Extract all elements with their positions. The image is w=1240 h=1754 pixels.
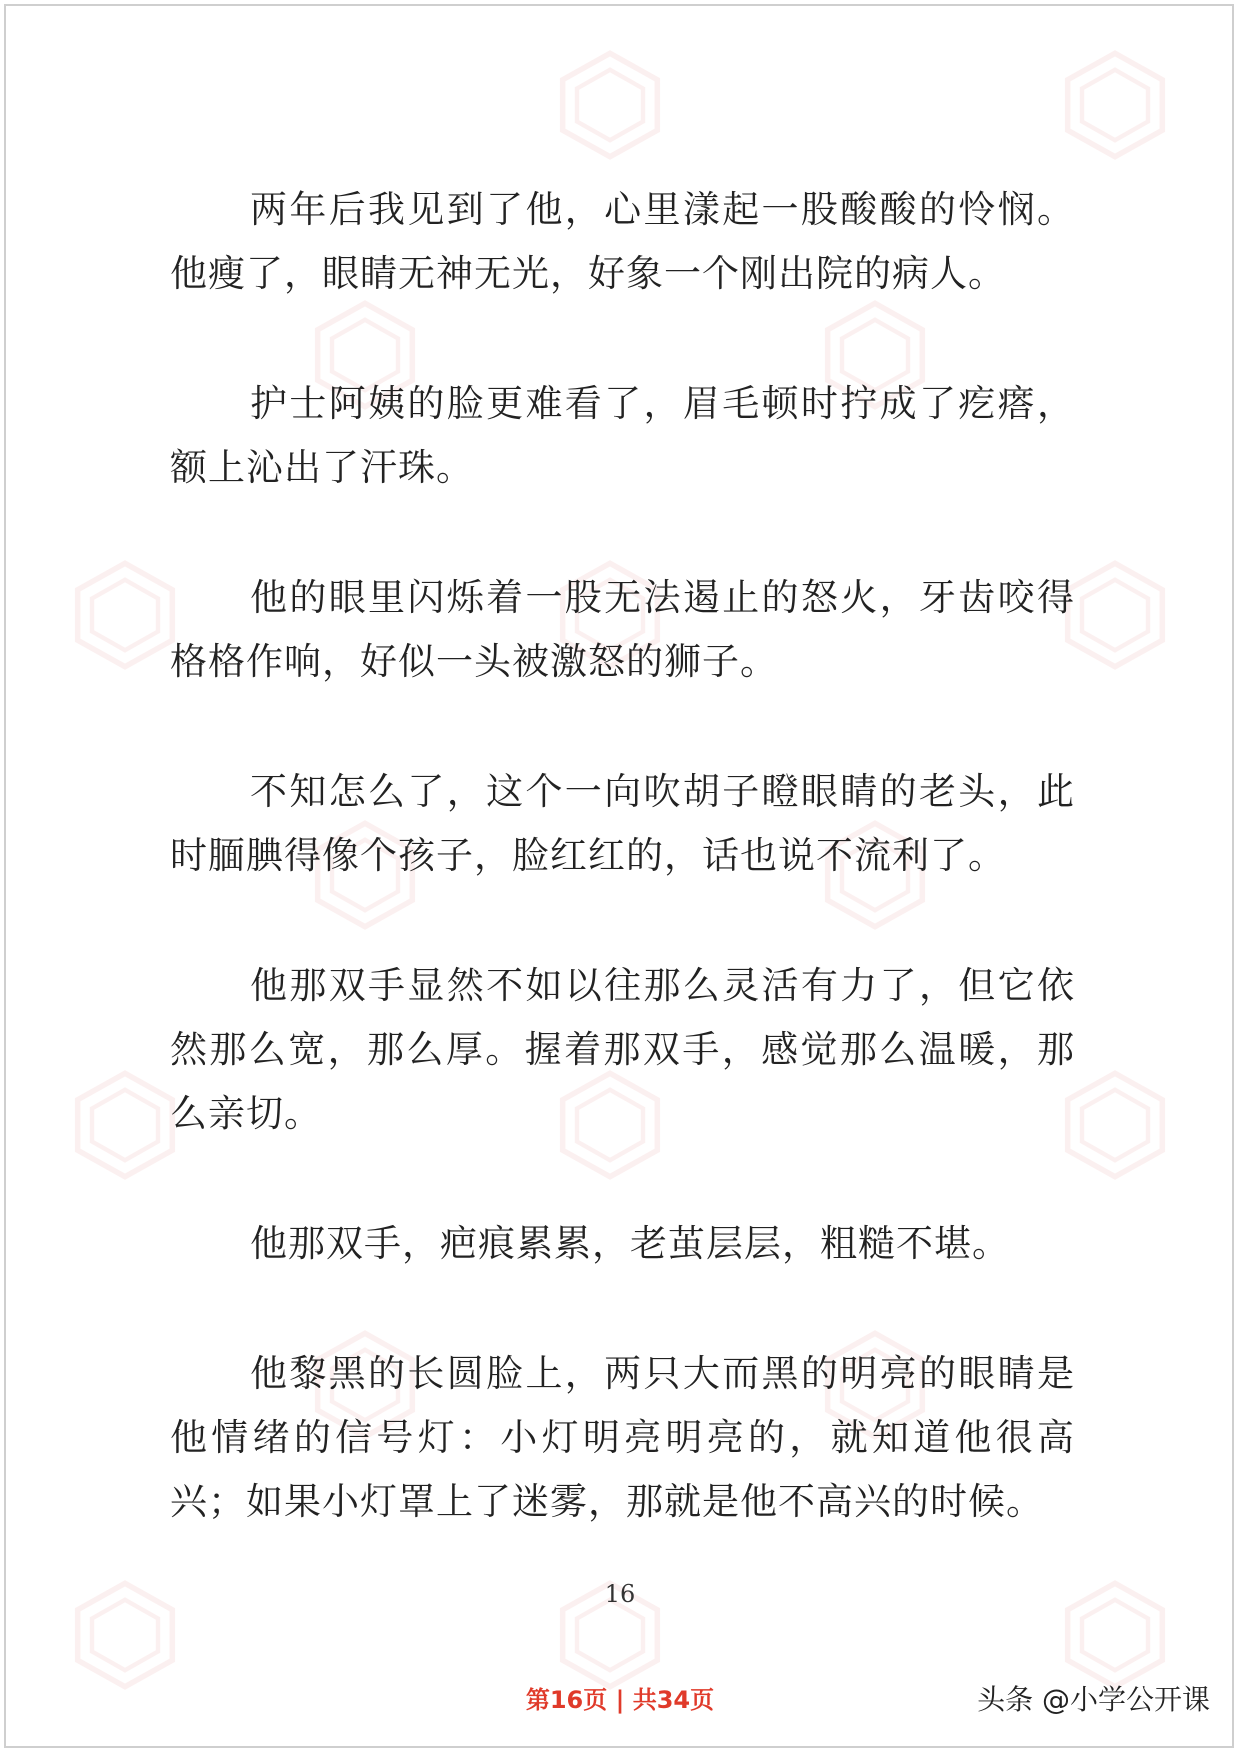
paragraph: 他黎黑的长圆脸上，两只大而黑的明亮的眼睛是他情绪的信号灯：小灯明亮明亮的，就知道他很高兴；如果小灯罩上了迷雾，那就是他不高兴的时候。: [170, 1352, 1075, 1523]
page-counter: 第16页 | 共34页: [525, 1686, 715, 1714]
paragraph: 不知怎么了，这个一向吹胡子瞪眼睛的老头，此时腼腆得像个孩子，脸红红的，话也说不流利了。: [170, 770, 1075, 877]
hexagon-watermark-icon: [1060, 560, 1170, 670]
paragraph: 两年后我见到了他，心里漾起一股酸酸的怜悯。他瘦了，眼睛无神无光，好象一个刚出院的病人。: [170, 188, 1075, 295]
hexagon-watermark-icon: [1060, 50, 1170, 160]
page-number: 16: [604, 1580, 636, 1608]
document-body: [170, 178, 1075, 1600]
paragraph: 护士阿姨的脸更难看了，眉毛顿时拧成了疙瘩，额上沁出了汗珠。: [170, 382, 1075, 489]
paragraph: 他的眼里闪烁着一股无法遏止的怒火，牙齿咬得格格作响，好似一头被激怒的狮子。: [170, 576, 1075, 683]
hexagon-watermark-icon: [70, 560, 180, 670]
paragraph: 他那双手显然不如以往那么灵活有力了，但它依然那么宽，那么厚。握着那双手，感觉那么温暖，那么亲切。: [170, 964, 1075, 1135]
hexagon-watermark-icon: [70, 1070, 180, 1180]
source-credit: 头条 @小学公开课: [977, 1683, 1210, 1716]
hexagon-watermark-icon: [1060, 1070, 1170, 1180]
paragraph: 他那双手，疤痕累累，老茧层层，粗糙不堪。: [250, 1222, 1010, 1265]
hexagon-watermark-icon: [555, 50, 665, 160]
